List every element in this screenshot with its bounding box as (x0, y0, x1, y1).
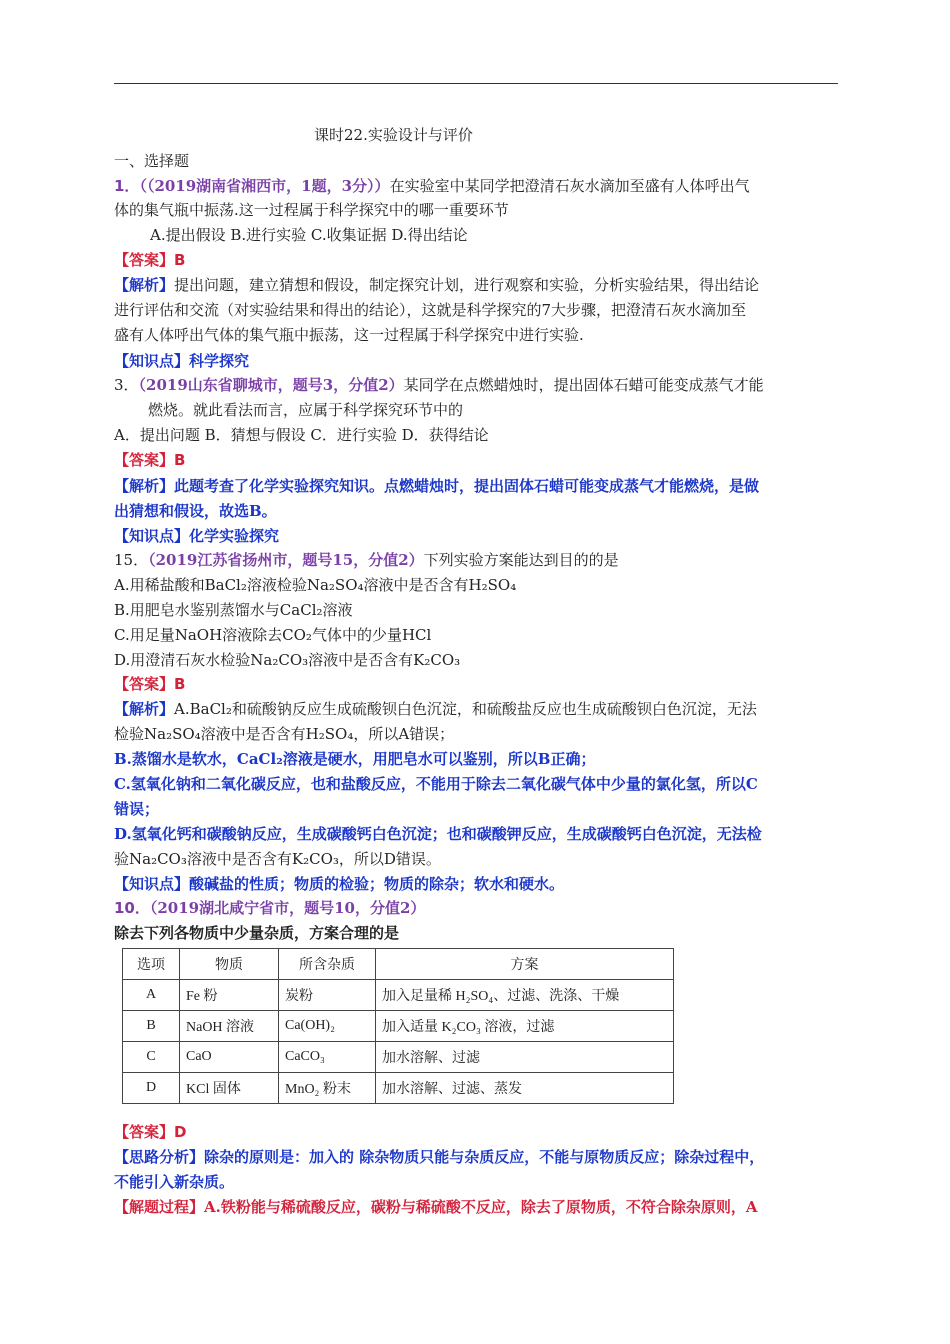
q3-stem-line-1 (114, 374, 764, 396)
q15-analysis-c-line-2: 错误； (114, 800, 160, 818)
table-cell: C (123, 1042, 180, 1073)
q10-idea-line-2: 不能引入新杂质。 (114, 1173, 235, 1191)
q3-options: A．提出问题 B．猜想与假设 C．进行实验 D．获得结论 (114, 426, 489, 444)
q15-option-b: B.用肥皂水鉴别蒸馏水与CaCl₂溶液 (114, 601, 353, 619)
q3-number: 3． (114, 376, 139, 394)
q1-stem-line-2: 体的集气瓶中振荡.这一过程属于科学探究中的哪一重要环节 (114, 201, 509, 219)
table-cell: B (123, 1011, 180, 1042)
table-cell: CaO (180, 1042, 279, 1073)
q10-stem: 除去下列各物质中少量杂质，方案合理的是 (114, 924, 400, 942)
answer-value: D (174, 1123, 187, 1141)
q3-analysis-line-2: 出猜想和假设，故选B。 (114, 502, 277, 520)
table-row (123, 1011, 674, 1042)
knowledge-tag: 【知识点】 (114, 352, 190, 370)
knowledge-value: 酸碱盐的性质；物质的检验；物质的除杂；软水和硬水。 (189, 875, 565, 893)
table-cell: A (123, 980, 180, 1011)
analysis-tag: 【解析】 (114, 276, 175, 294)
q15-number: 15． (114, 551, 149, 569)
table-header-cell: 所含杂质 (279, 949, 376, 980)
page-title: 课时22.实验设计与评价 (314, 126, 473, 144)
q10-number: 10． (114, 899, 150, 917)
q10-idea-text: 除杂的原则是：加入的 除杂物质只能与杂质反应，不能与原物质反应；除杂过程中， (204, 1148, 765, 1166)
q15-analysis-a-line-1 (114, 698, 757, 720)
q1-options: A.提出假设 B.进行实验 C.收集证据 D.得出结论 (150, 226, 468, 244)
q15-stem (114, 549, 619, 571)
answer-tag: 【答案】 (114, 1123, 175, 1141)
table-cell: 加入足量稀 H₂SO₄、过滤、洗涤、干燥 (376, 980, 674, 1011)
q3-answer (114, 449, 185, 471)
q10-idea-line-1 (114, 1146, 764, 1168)
q15-answer (114, 673, 185, 695)
q10-process-text: A.铁粉能与稀硫酸反应，碳粉与稀硫酸不反应，除去了原物质，不符合除杂原则，A (204, 1198, 758, 1216)
header-rule (114, 83, 838, 84)
q3-source: （2019山东省聊城市，题号3，分值2） (138, 376, 404, 394)
table-header-row (123, 949, 674, 980)
answer-tag: 【答案】 (114, 675, 175, 693)
q1-source: （（2019湖南省湘西市，1题，3分）） (139, 177, 390, 195)
analysis-tag: 【解析】 (114, 477, 175, 495)
q15-analysis-c-line-1: C.氢氧化钠和二氧化碳反应，也和盐酸反应，不能用于除去二氧化碳气体中少量的氯化氢，所以C (114, 775, 758, 793)
q15-stem-text: 下列实验方案能达到目的的是 (423, 551, 619, 569)
knowledge-tag: 【知识点】 (114, 527, 190, 545)
q10-heading (114, 897, 425, 919)
table-header-cell: 方案 (376, 949, 674, 980)
answer-tag: 【答案】 (114, 251, 175, 269)
analysis-tag: 【解析】 (114, 700, 175, 718)
answer-value: B (174, 451, 186, 469)
q10-options-table (122, 948, 674, 1104)
q10-answer (114, 1121, 186, 1143)
table-cell: D (123, 1073, 180, 1104)
q3-analysis-text: 此题考查了化学实验探究知识。点燃蜡烛时，提出固体石蜡可能变成蒸气才能燃烧，是做 (174, 477, 760, 495)
q3-stem-line-2: 燃烧。就此看法而言，应属于科学探究环节中的 (148, 401, 464, 419)
q1-analysis-text: 提出问题，建立猜想和假设，制定探究计划，进行观察和实验，分析实验结果，得出结论 (174, 276, 760, 294)
process-tag: 【解题过程】 (114, 1198, 205, 1216)
q1-stem: 在实验室中某同学把澄清石灰水滴加至盛有人体呼出气 (389, 177, 750, 195)
table-header-cell: 物质 (180, 949, 279, 980)
q1-analysis-line-2: 进行评估和交流（对实验结果和得出的结论），这就是科学探究的7大步骤，把澄清石灰水滴加至 (114, 301, 747, 319)
q15-analysis-a-text: A.BaCl₂和硫酸钠反应生成硫酸钡白色沉淀，和硫酸盐反应也生成硫酸钡白色沉淀，无法 (174, 700, 757, 718)
knowledge-value: 科学探究 (189, 352, 250, 370)
knowledge-value: 化学实验探究 (189, 527, 280, 545)
table-header-cell: 选项 (123, 949, 180, 980)
table-cell: 炭粉 (279, 980, 376, 1011)
knowledge-tag: 【知识点】 (114, 875, 190, 893)
q3-stem: 某同学在点燃蜡烛时，提出固体石蜡可能变成蒸气才能 (403, 376, 764, 394)
table-cell: NaOH 溶液 (180, 1011, 279, 1042)
table-cell: Ca(OH)₂ (279, 1011, 376, 1042)
table-row (123, 1073, 674, 1104)
q1-answer (114, 249, 185, 271)
table-cell: MnO₂ 粉末 (279, 1073, 376, 1104)
q15-analysis-d-line-2: 验Na₂CO₃溶液中是否含有K₂CO₃，所以D错误。 (114, 850, 441, 868)
q15-option-c: C.用足量NaOH溶液除去CO₂气体中的少量HCl (114, 626, 432, 644)
table-cell: 加水溶解、过滤、蒸发 (376, 1073, 674, 1104)
q1-analysis-line-3: 盛有人体呼出气体的集气瓶中振荡，这一过程属于科学探究中进行实验. (114, 326, 584, 344)
q15-analysis-a-line-2: 检验Na₂SO₄溶液中是否含有H₂SO₄，所以A错误； (114, 725, 455, 743)
idea-tag: 【思路分析】 (114, 1148, 205, 1166)
section-heading: 一、选择题 (114, 152, 190, 170)
q10-process-line-1 (114, 1196, 758, 1218)
table-cell: Fe 粉 (180, 980, 279, 1011)
table-cell: KCl 固体 (180, 1073, 279, 1104)
q15-option-a: A.用稀盐酸和BaCl₂溶液检验Na₂SO₄溶液中是否含有H₂SO₄ (114, 576, 517, 594)
table-cell: 加水溶解、过滤 (376, 1042, 674, 1073)
table-cell: CaCO₃ (279, 1042, 376, 1073)
q1-number: 1． (114, 177, 140, 195)
q15-analysis-d-line-1: D.氢氧化钙和碳酸钠反应，生成碳酸钙白色沉淀；也和碳酸钾反应，生成碳酸钙白色沉淀，无法检 (114, 825, 762, 843)
answer-tag: 【答案】 (114, 451, 175, 469)
q15-knowledge (114, 873, 564, 895)
q3-analysis-line-1 (114, 475, 759, 497)
q1-analysis-line-1 (114, 274, 759, 296)
q1-knowledge (114, 350, 249, 372)
q3-knowledge (114, 525, 279, 547)
q15-option-d: D.用澄清石灰水检验Na₂CO₃溶液中是否含有K₂CO₃ (114, 651, 461, 669)
q1-stem-line-1 (114, 175, 750, 197)
q15-analysis-b: B.蒸馏水是软水，CaCl₂溶液是硬水，用肥皂水可以鉴别，所以B正确； (114, 750, 596, 768)
table-row (123, 980, 674, 1011)
q10-source: （2019湖北咸宁省市，题号10，分值2） (149, 899, 426, 917)
q15-source: （2019江苏省扬州市，题号15，分值2） (148, 551, 424, 569)
answer-value: B (174, 251, 186, 269)
table-row (123, 1042, 674, 1073)
answer-value: B (174, 675, 186, 693)
table-cell: 加入适量 K₂CO₃ 溶液，过滤 (376, 1011, 674, 1042)
